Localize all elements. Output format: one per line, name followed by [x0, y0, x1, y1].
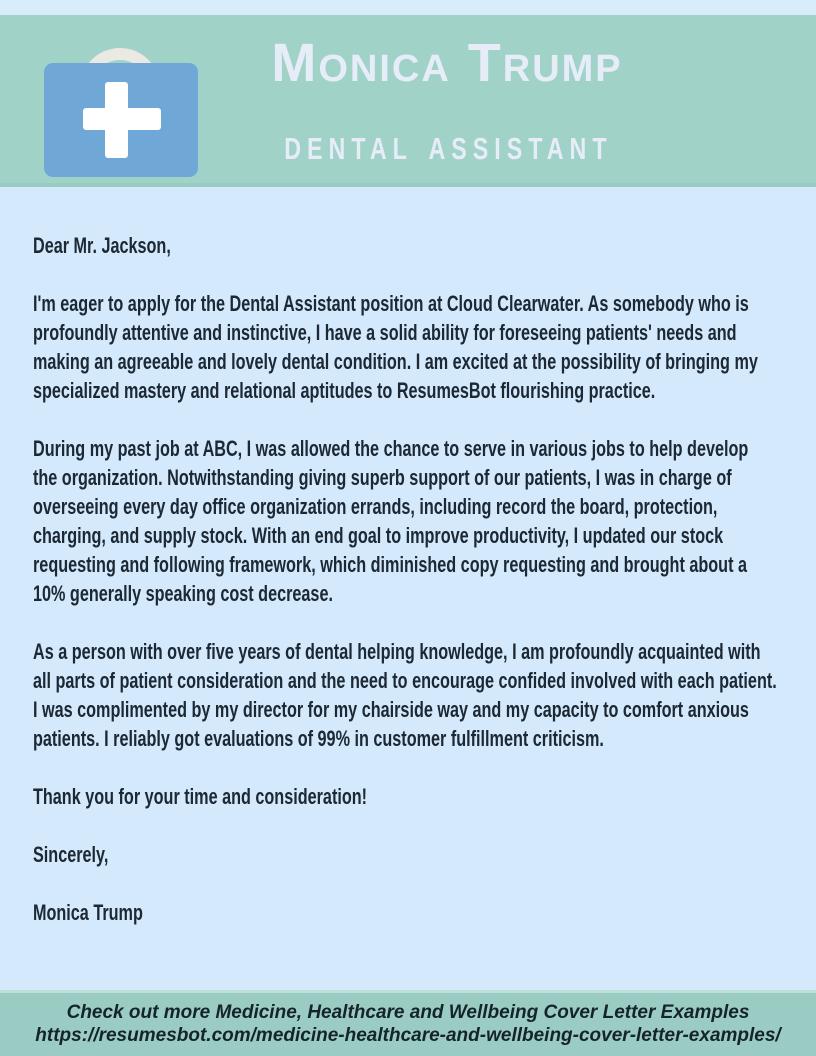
medical-cross-icon [83, 108, 161, 130]
signature-name: Monica Trump [33, 900, 143, 925]
footer-url-link[interactable]: https://resumesbot.com/medicine-healthcare-and-wellbeing-cover-letter-examples/ [35, 1025, 781, 1046]
top-strip [0, 0, 816, 15]
closing-line: Sincerely, [33, 842, 109, 867]
letter-paragraph: I'm eager to apply for the Dental Assistant position at Cloud Clearwater. As somebody who is profoundly attentive and instinctive, I have a solid ability for foreseeing patients' needs and making an agreeable and lovely dental condition. I am excited at the possibility of bringing my specialized mastery and relational aptitudes to ResumesBot flourishing practice. [33, 291, 758, 403]
footer-text: Check out more Medicine, Healthcare and Wellbeing Cover Letter Examples [66, 1002, 750, 1023]
salutation: Dear Mr. Jackson, [33, 233, 171, 258]
person-name: Monica Trump [271, 33, 623, 93]
header-title-block [230, 15, 664, 187]
footer-band [0, 990, 816, 1056]
person-job-title: DENTAL ASSISTANT [284, 131, 613, 166]
thanks-line: Thank you for your time and consideration! [33, 784, 368, 809]
letter-paragraph: As a person with over five years of dental helping knowledge, I am profoundly acquainted with all parts of patient consideration and the need to encourage confided involved with each patient. I was complimented by my director for my chairside way and my capacity to comfort anxious patients. I reliably got evaluations of 99% in customer fulfillment criticism. [33, 639, 777, 751]
letter-paragraph: During my past job at ABC, I was allowed the chance to serve in various jobs to help develop the organization. Notwithstanding giving superb support of our patients, I was in charge of overseeing every day office organization errands, including record the board, protection, charging, and supply stock. With an end goal to improve productivity, I updated our stock requesting and following framework, which diminished copy requesting and brought about a 10% generally speaking cost decrease. [33, 436, 749, 606]
kit-body-icon [44, 63, 198, 177]
letter-body [0, 191, 816, 990]
